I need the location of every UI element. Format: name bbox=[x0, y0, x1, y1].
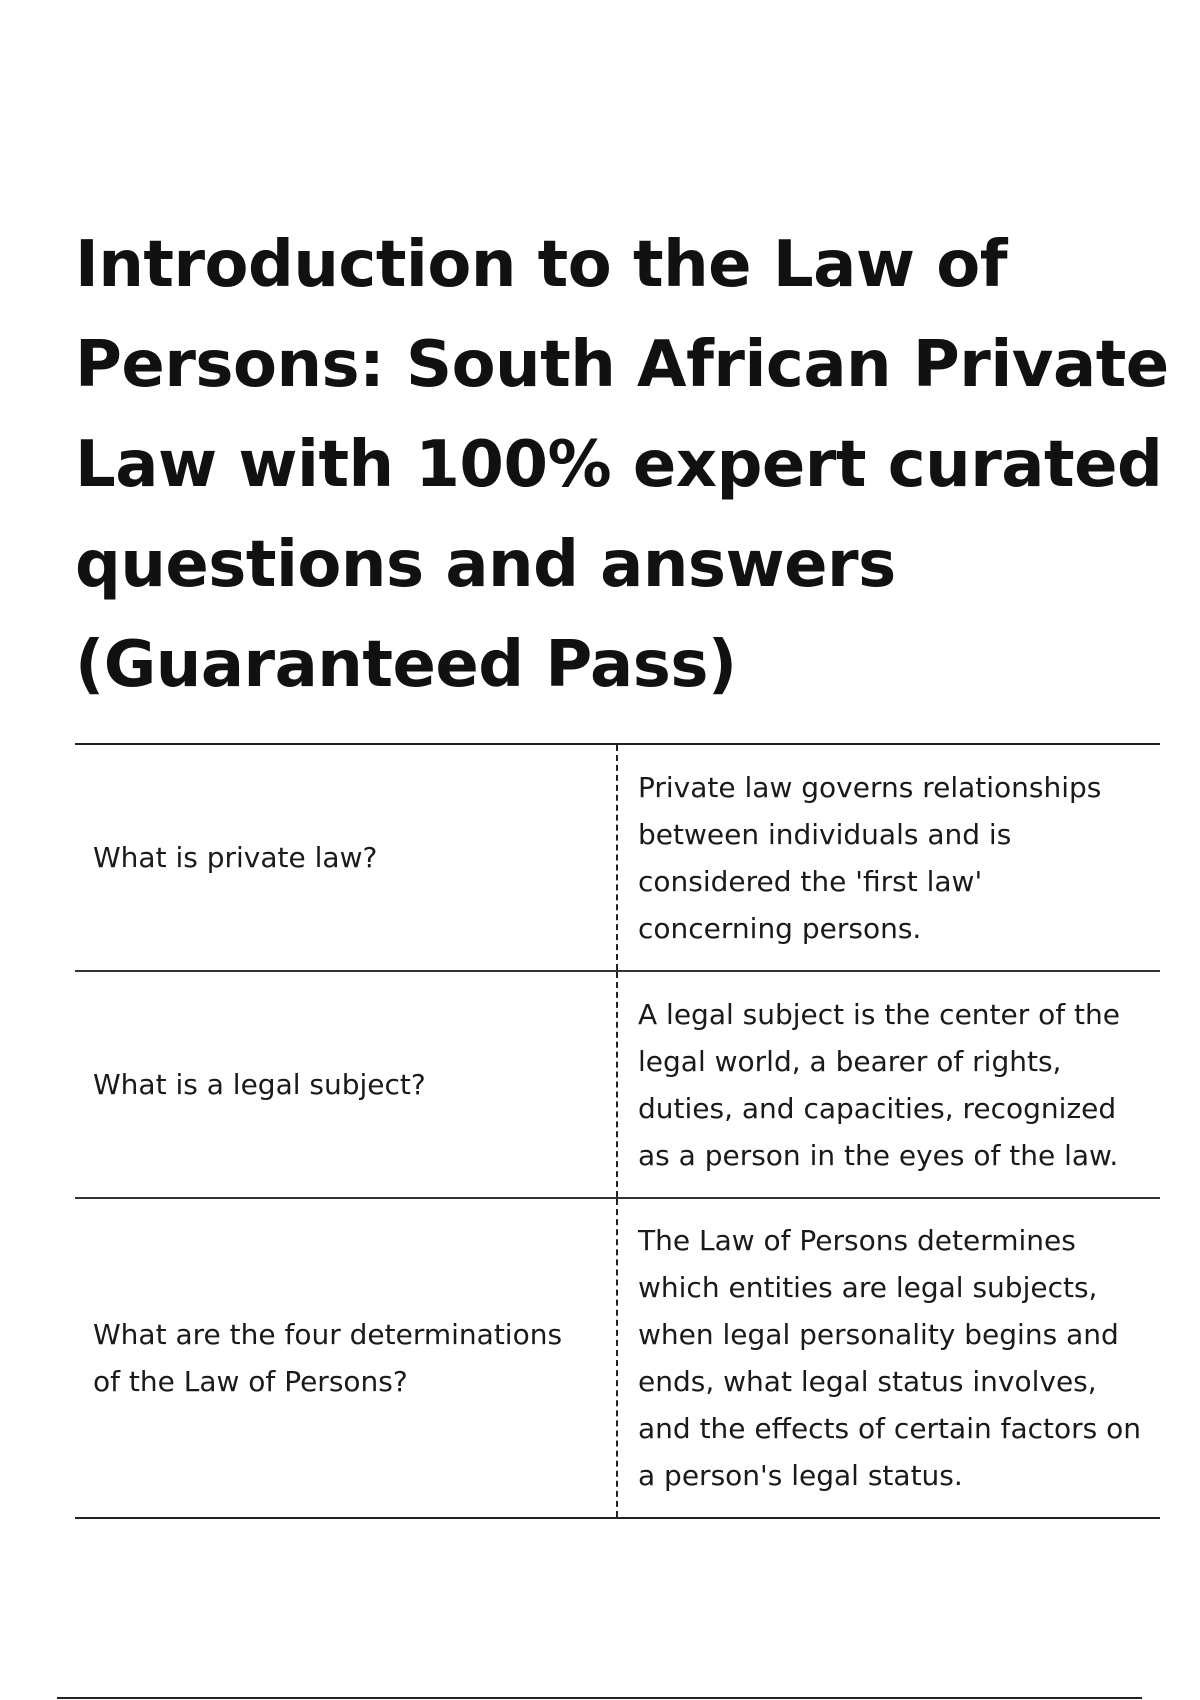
page-title: Introduction to the Law of Persons: South African Private Law with 100% expert curated questions and answers (Guaranteed Pass) bbox=[75, 228, 1169, 702]
footer-divider bbox=[57, 1697, 1142, 1699]
qa-answer: Private law governs relationships between individuals and is considered the 'first law' concerning persons. bbox=[638, 770, 1102, 945]
qa-answer: A legal subject is the center of the legal world, a bearer of rights, duties, and capacities, recognized as a person in the eyes of the law. bbox=[638, 997, 1121, 1172]
qa-table bbox=[75, 743, 1160, 1519]
qa-answer: The Law of Persons determines which entities are legal subjects, when legal personality begins and ends, what legal status involves, and the effects of certain factors on a person's legal status. bbox=[638, 1224, 1142, 1492]
qa-row bbox=[75, 744, 1160, 971]
qa-row bbox=[75, 1198, 1160, 1518]
qa-question: What is private law? bbox=[75, 744, 617, 971]
qa-question: What are the four determinations of the Law of Persons? bbox=[75, 1198, 617, 1518]
qa-question: What is a legal subject? bbox=[75, 971, 617, 1198]
qa-row bbox=[75, 971, 1160, 1198]
